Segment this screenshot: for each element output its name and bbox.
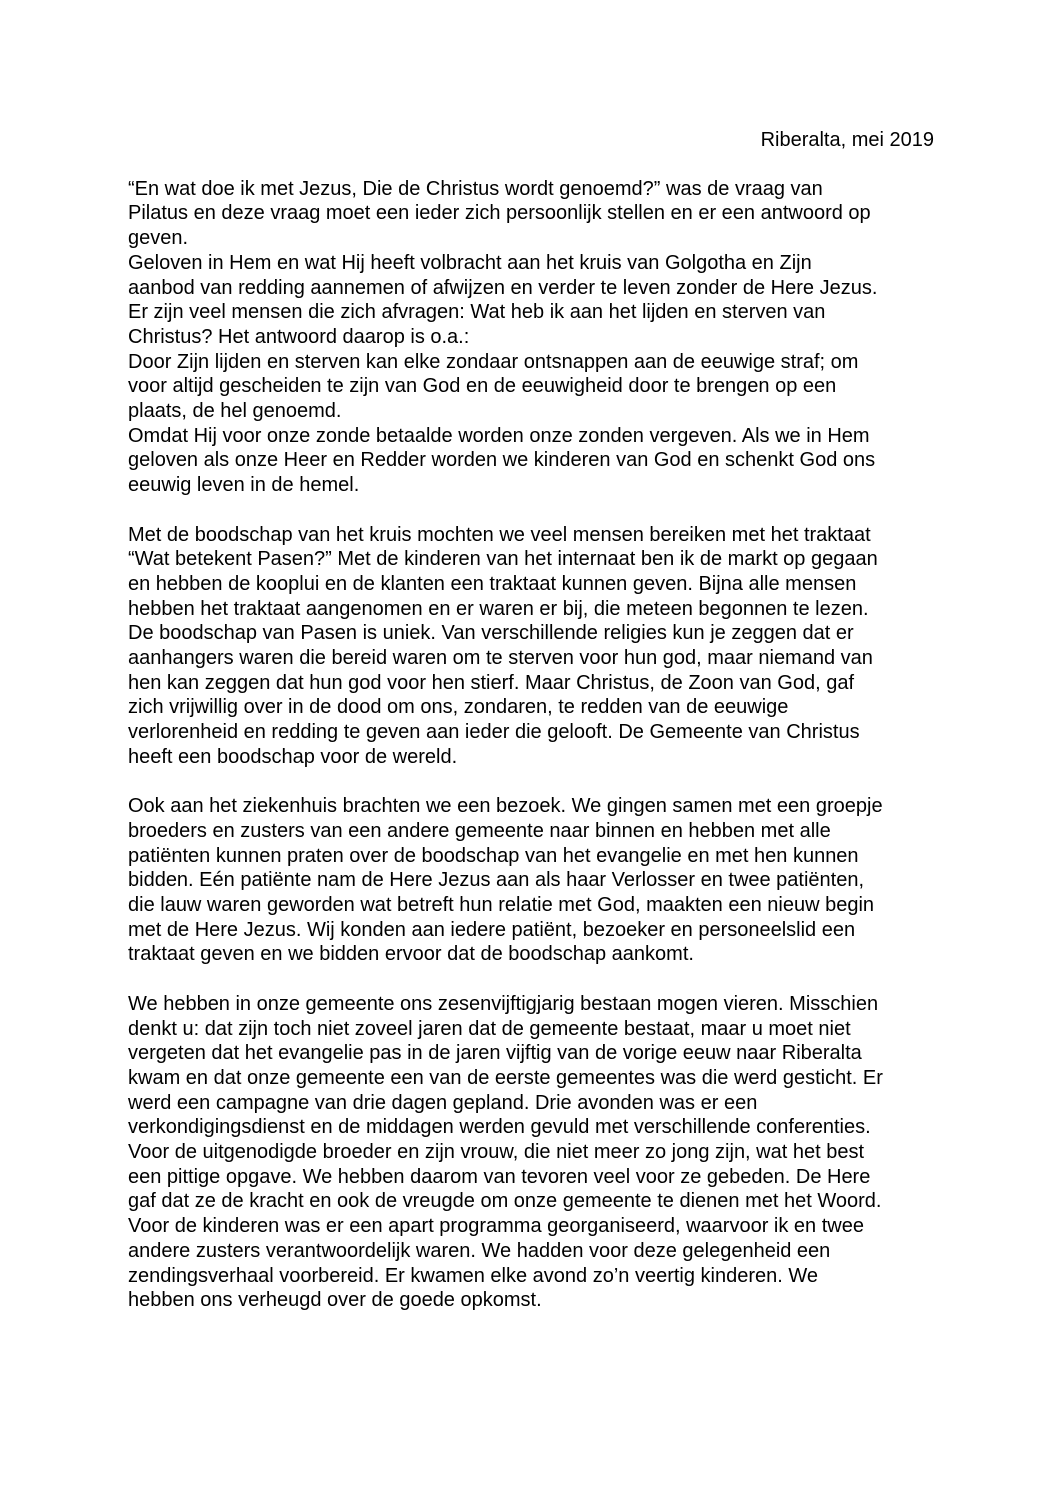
text-line: Christus? Het antwoord daarop is o.a.: <box>128 325 470 348</box>
text-line: traktaat geven en we bidden ervoor dat de boodschap aankomt. <box>128 943 694 966</box>
text-line: heeft een boodschap voor de wereld. <box>128 745 458 768</box>
letter-body <box>128 128 934 1313</box>
date-line: Riberalta, mei 2019 <box>760 129 934 151</box>
text-line: Pilatus en deze vraag moet een ieder zich persoonlijk stellen en er een antwoord op <box>128 202 871 225</box>
text-line: hen kan zeggen dat hun god voor hen stierf. Maar Christus, de Zoon van God, gaf <box>128 671 855 694</box>
text-line: gaf dat ze de kracht en ook de vreugde om onze gemeente te dienen met het Woord. <box>128 1190 882 1213</box>
text-line: Er zijn veel mensen die zich afvragen: Wat heb ik aan het lijden en sterven van <box>128 301 826 324</box>
text-line: geven. <box>128 227 189 250</box>
paragraph <box>128 992 934 1313</box>
text-line: zich vrijwillig over in de dood om ons, zondaren, te redden van de eeuwige <box>128 696 789 719</box>
text-line: Met de boodschap van het kruis mochten we veel mensen bereiken met het traktaat <box>128 523 871 546</box>
paragraph <box>128 424 934 498</box>
text-line: geloven als onze Heer en Redder worden we kinderen van God en schenkt God ons <box>128 449 876 472</box>
text-line: eeuwig leven in de hemel. <box>128 474 360 497</box>
text-line: Omdat Hij voor onze zonde betaalde worden onze zonden vergeven. Als we in Hem <box>128 424 870 447</box>
paragraphs-container <box>128 177 934 1313</box>
text-line: kwam en dat onze gemeente een van de eerste gemeentes was die werd gesticht. Er <box>128 1066 883 1089</box>
text-line: “En wat doe ik met Jezus, Die de Christus wordt genoemd?” was de vraag van <box>128 177 823 200</box>
text-line: andere zusters verantwoordelijk waren. We hadden voor deze gelegenheid een <box>128 1239 831 1262</box>
text-line: Voor de uitgenodigde broeder en zijn vrouw, die niet meer zo jong zijn, wat het best <box>128 1141 865 1164</box>
text-line: plaats, de hel genoemd. <box>128 400 342 423</box>
paragraph <box>128 177 934 251</box>
text-line: hebben ons verheugd over de goede opkomst. <box>128 1289 542 1312</box>
paragraph <box>128 350 934 424</box>
text-line: denkt u: dat zijn toch niet zoveel jaren dat de gemeente bestaat, maar u moet niet <box>128 1017 851 1040</box>
text-line: die lauw waren geworden wat betreft hun relatie met God, maakten een nieuw begin <box>128 894 875 917</box>
text-line: De boodschap van Pasen is uniek. Van verschillende religies kun je zeggen dat er <box>128 622 854 645</box>
text-line: hebben het traktaat aangenomen en er waren er bij, die meteen begonnen te lezen. <box>128 597 869 620</box>
paragraph <box>128 300 934 349</box>
text-line: Voor de kinderen was er een apart programma georganiseerd, waarvoor ik en twee <box>128 1215 864 1238</box>
text-line: Door Zijn lijden en sterven kan elke zondaar ontsnappen aan de eeuwige straf; om <box>128 350 859 373</box>
text-line: met de Here Jezus. Wij konden aan iedere patiënt, bezoeker en personeelslid een <box>128 918 856 941</box>
text-line: “Wat betekent Pasen?” Met de kinderen van het internaat ben ik de markt op gegaan <box>128 548 878 571</box>
text-line: voor altijd gescheiden te zijn van God en de eeuwigheid door te brengen op een <box>128 375 837 398</box>
paragraph <box>128 794 934 967</box>
text-line: en hebben de kooplui en de klanten een traktaat kunnen geven. Bijna alle mensen <box>128 572 857 595</box>
text-line: We hebben in onze gemeente ons zesenvijftigjarig bestaan mogen vieren. Misschien <box>128 992 879 1015</box>
text-line: Geloven in Hem en wat Hij heeft volbracht aan het kruis van Golgotha en Zijn <box>128 251 812 274</box>
text-line: patiënten kunnen praten over de boodschap van het evangelie en met hen kunnen <box>128 844 859 867</box>
text-line: bidden. Eén patiënte nam de Here Jezus aan als haar Verlosser en twee patiënten, <box>128 869 865 892</box>
text-line: aanbod van redding aannemen of afwijzen en verder te leven zonder de Here Jezus. <box>128 276 878 299</box>
text-line: werd een campagne van drie dagen gepland. Drie avonden was er een <box>128 1091 758 1114</box>
text-line: Ook aan het ziekenhuis brachten we een bezoek. We gingen samen met een groepje <box>128 795 883 818</box>
text-line: aanhangers waren die bereid waren om te sterven voor hun god, maar niemand van <box>128 647 873 670</box>
text-line: broeders en zusters van een andere gemeente naar binnen en hebben met alle <box>128 819 831 842</box>
paragraph <box>128 251 934 300</box>
text-line: zendingsverhaal voorbereid. Er kwamen elke avond zo’n veertig kinderen. We <box>128 1264 819 1287</box>
text-line: een pittige opgave. We hebben daarom van tevoren veel voor ze gebeden. De Here <box>128 1165 871 1188</box>
paragraph <box>128 523 934 770</box>
text-line: vergeten dat het evangelie pas in de jaren vijftig van de vorige eeuw naar Riberalta <box>128 1042 862 1065</box>
text-line: verkondigingsdienst en de middagen werden gevuld met verschillende conferenties. <box>128 1116 871 1139</box>
text-line: verlorenheid en redding te geven aan ieder die gelooft. De Gemeente van Christus <box>128 721 860 744</box>
